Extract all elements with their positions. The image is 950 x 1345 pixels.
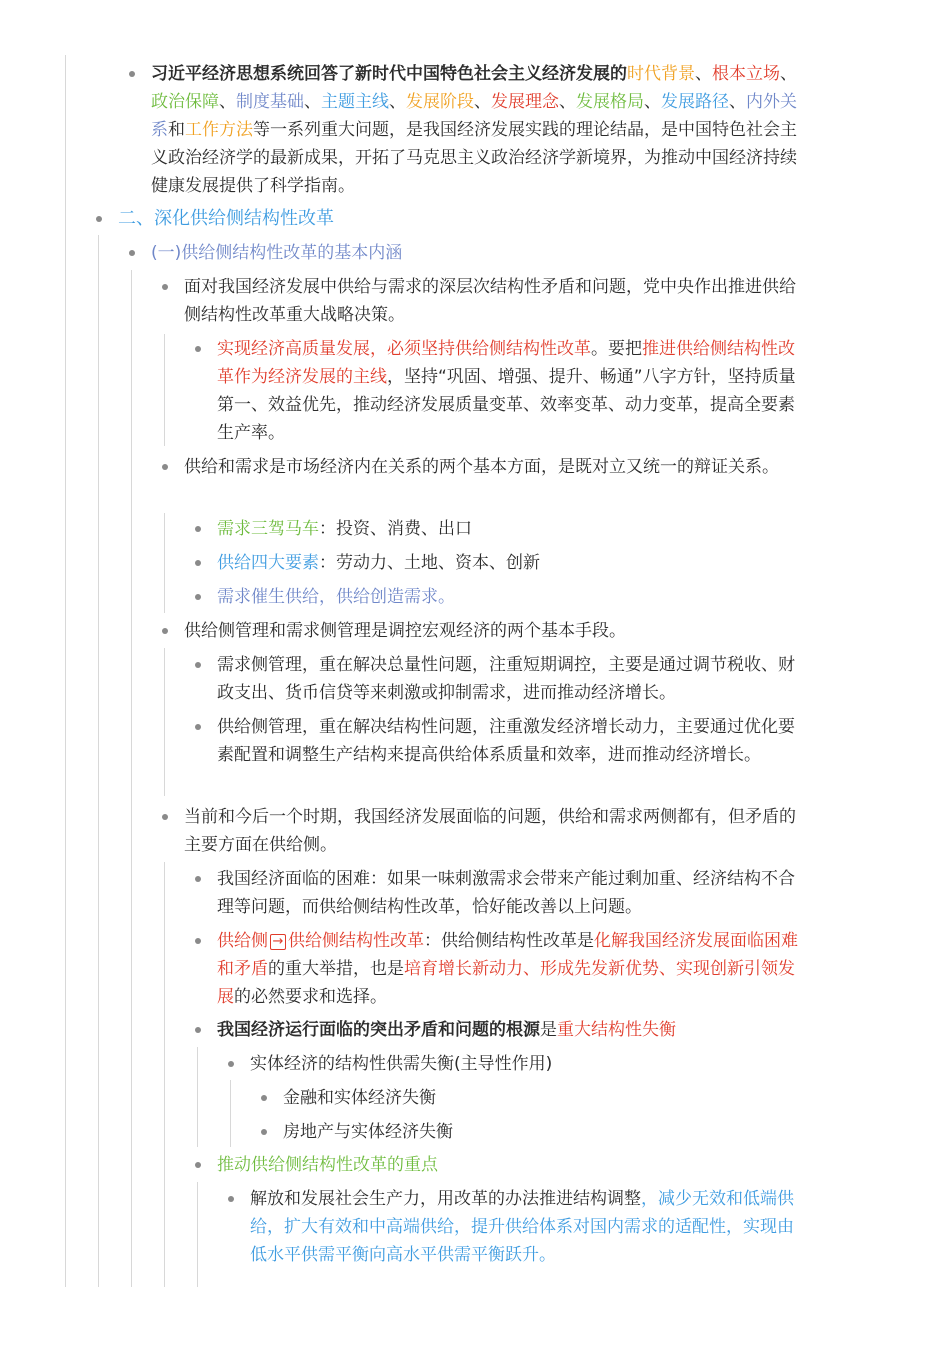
list-item: 需求三驾马车：投资、消费、出口 bbox=[217, 519, 472, 539]
list-item: 供给侧 → 供给侧结构性改革：供给侧结构性改革是化解我国经济发展面临困难和矛盾的重大举措，也是培育增长新动力、形成先发新优势、实现创新引领发展的必然要求和选择。 bbox=[217, 931, 798, 1007]
list-item: 解放和发展社会生产力，用改革的办法推进结构调整，减少无效和低端供给，扩大有效和中高端供给，提升供给体系对国内需求的适配性，实现由低水平供需平衡向高水平供需平衡跃升。 bbox=[250, 1189, 794, 1265]
bullet-dot bbox=[195, 560, 201, 566]
xi-economic-thought-paragraph: 习近平经济思想系统回答了新时代中国特色社会主义经济发展的时代背景、根本立场、政治保障、制度基础、主题主线、发展阶段、发展理念、发展格局、发展路径、内外关系和工作方法等一系列重大问题，是我国经济发展实践的理论结晶，是中国特色社会主义政治经济学的最新成果，开拓了马克思主义政治经济学新境界，为推动中国经济持续健康发展提供了科学指南。 bbox=[151, 64, 797, 196]
bullet-dot bbox=[195, 1027, 201, 1033]
list-item: 当前和今后一个时期，我国经济发展面临的问题，供给和需求两侧都有，但矛盾的主要方面在供给侧。 bbox=[184, 807, 796, 855]
bullet-dot bbox=[195, 662, 201, 668]
bullet-dot bbox=[261, 1095, 267, 1101]
bullet-dot bbox=[195, 346, 201, 352]
bullet-dot bbox=[261, 1129, 267, 1135]
section-heading: 二、深化供给侧结构性改革 bbox=[118, 208, 334, 229]
guide-line bbox=[131, 270, 132, 1287]
bullet-dot bbox=[195, 876, 201, 882]
bullet-dot bbox=[195, 724, 201, 730]
bold-lead: 习近平经济思想系统回答了新时代中国特色社会主义经济发展的 bbox=[151, 64, 627, 84]
bullet-dot bbox=[228, 1196, 234, 1202]
guide-line bbox=[164, 648, 165, 796]
bullet-dot bbox=[162, 284, 168, 290]
subsection-heading: (一)供给侧结构性改革的基本内涵 bbox=[151, 243, 403, 263]
list-item: 房地产与实体经济失衡 bbox=[283, 1122, 453, 1142]
list-item: 我国经济运行面临的突出矛盾和问题的根源是重大结构性失衡 bbox=[217, 1020, 676, 1040]
list-item: 需求侧管理，重在解决总量性问题，注重短期调控，主要是通过调节税收、财政支出、货币信贷等来刺激或抑制需求，进而推动经济增长。 bbox=[217, 655, 795, 703]
bullet-dot bbox=[162, 628, 168, 634]
list-item: 我国经济面临的困难：如果一味刺激需求会带来产能过剩加重、经济结构不合理等问题，而供给侧结构性改革，恰好能改善以上问题。 bbox=[217, 869, 795, 917]
list-item: 面对我国经济发展中供给与需求的深层次结构性矛盾和问题，党中央作出推进供给侧结构性改革重大战略决策。 bbox=[184, 277, 796, 325]
list-item: 需求催生供给，供给创造需求。 bbox=[217, 587, 455, 607]
list-item: 供给侧管理，重在解决结构性问题，注重激发经济增长动力，主要通过优化要素配置和调整生产结构来提高供给体系质量和效率，进而推动经济增长。 bbox=[217, 717, 795, 765]
guide-line bbox=[197, 1182, 198, 1287]
list-item: 供给和需求是市场经济内在关系的两个基本方面，是既对立又统一的辩证关系。 bbox=[184, 457, 779, 477]
bullet-dot bbox=[228, 1061, 234, 1067]
bullet-dot bbox=[162, 814, 168, 820]
bullet-dot bbox=[162, 464, 168, 470]
list-item: 实体经济的结构性供需失衡(主导性作用) bbox=[250, 1054, 553, 1074]
guide-line bbox=[197, 1047, 198, 1147]
bullet-dot bbox=[195, 526, 201, 532]
guide-line bbox=[164, 513, 165, 613]
bullet-dot bbox=[96, 216, 102, 222]
list-item: 推动供给侧结构性改革的重点 bbox=[217, 1155, 438, 1175]
guide-line bbox=[98, 235, 99, 1287]
list-item: 金融和实体经济失衡 bbox=[283, 1088, 436, 1108]
list-item: 供给侧管理和需求侧管理是调控宏观经济的两个基本手段。 bbox=[184, 621, 626, 641]
bullet-dot bbox=[129, 250, 135, 256]
list-item: 实现经济高质量发展，必须坚持供给侧结构性改革。要把推进供给侧结构性改革作为经济发展的主线，坚持“巩固、增强、提升、畅通”八字方针，坚持质量第一、效益优先，推动经济发展质量变革、效率变革、动力变革，提高全要素生产率。 bbox=[217, 339, 796, 443]
guide-line bbox=[230, 1080, 231, 1147]
arrow-right-icon: → bbox=[270, 934, 286, 950]
list-item: 供给四大要素：劳动力、土地、资本、创新 bbox=[217, 553, 540, 573]
bullet-dot bbox=[195, 594, 201, 600]
guide-line bbox=[164, 334, 165, 446]
guide-line bbox=[65, 55, 66, 1287]
bullet-dot bbox=[195, 1162, 201, 1168]
guide-line bbox=[164, 862, 165, 1287]
bullet-dot bbox=[129, 71, 135, 77]
bullet-dot bbox=[195, 938, 201, 944]
